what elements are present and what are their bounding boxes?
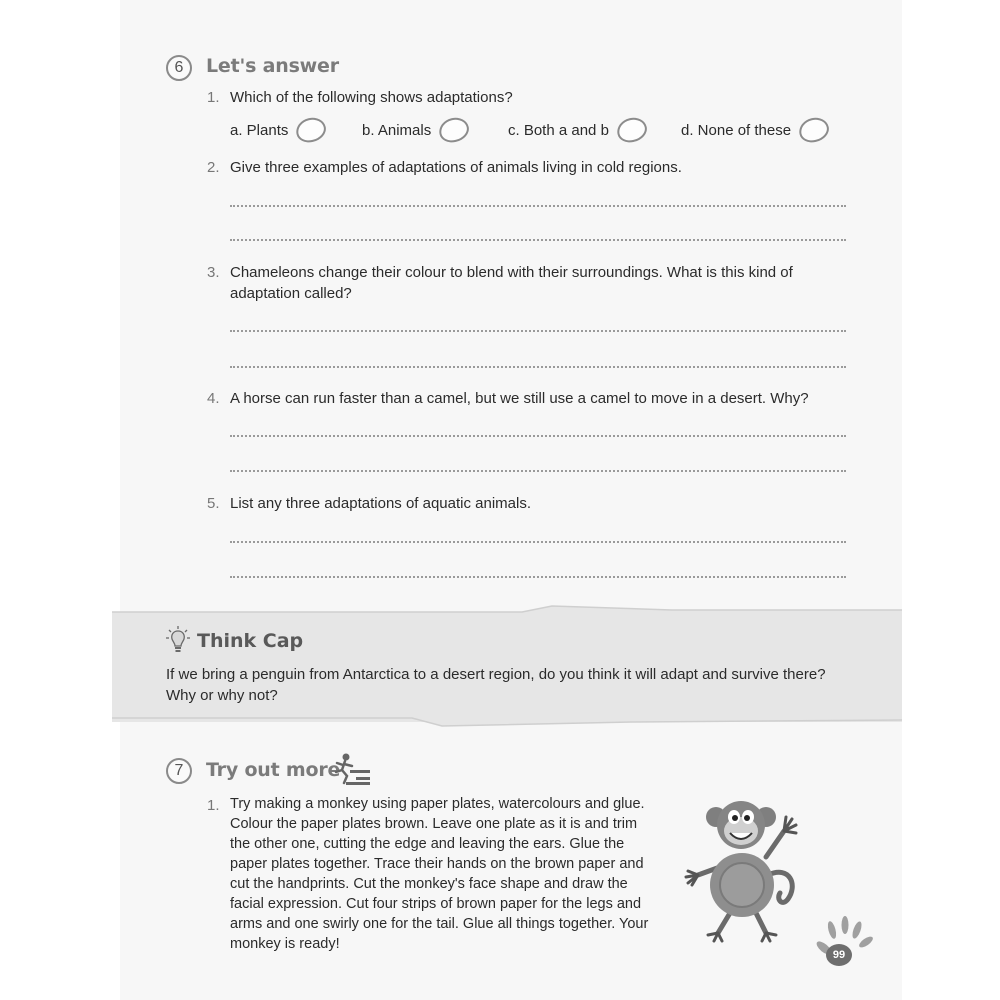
- answer-line[interactable]: [230, 435, 846, 437]
- question-text-line-2: adaptation called?: [230, 285, 352, 302]
- question-text-line-1: Chameleons change their colour to blend with their surroundings. What is this kind of: [230, 264, 793, 281]
- item-number: 1.: [207, 797, 220, 814]
- section-number: 6: [174, 59, 184, 76]
- option-none[interactable]: [681, 118, 829, 142]
- instruction-line: facial expression. Cut four strips of brown paper for the legs and: [230, 896, 642, 912]
- answer-bubble[interactable]: [615, 115, 649, 145]
- answer-line[interactable]: [230, 239, 846, 241]
- answer-line[interactable]: [230, 541, 846, 543]
- instruction-line: Colour the paper plates brown. Leave one plate as it is and trim: [230, 816, 638, 832]
- answer-line[interactable]: [230, 576, 846, 578]
- question-number: 2.: [207, 159, 220, 176]
- answer-bubble[interactable]: [437, 115, 471, 145]
- instruction-line: Try making a monkey using paper plates, watercolours and glue.: [230, 796, 645, 812]
- option-animals[interactable]: [362, 118, 469, 142]
- answer-line[interactable]: [230, 470, 846, 472]
- think-cap-question-line-1: If we bring a penguin from Antarctica to a desert region, do you think it will adapt and survive there?: [166, 666, 826, 683]
- section-number-badge: [166, 758, 192, 784]
- instruction-line: arms and one swirly one for the tail. Glue all things together. Your: [230, 916, 649, 932]
- question-number: 1.: [207, 89, 220, 106]
- option-both[interactable]: [508, 118, 647, 142]
- lightbulb-icon: [166, 626, 190, 654]
- instruction-line: paper plates together. Trace their hands on the brown paper and: [230, 856, 644, 872]
- running-stairs-icon: [332, 752, 372, 786]
- question-number: 3.: [207, 264, 220, 281]
- activity-instructions: [230, 794, 670, 954]
- question-text: List any three adaptations of aquatic animals.: [230, 495, 532, 512]
- think-cap-title: Think Cap: [197, 630, 304, 652]
- question-text: Give three examples of adaptations of animals living in cold regions.: [230, 159, 682, 176]
- paper-plate-monkey-illustration: [680, 795, 810, 945]
- answer-bubble[interactable]: [797, 115, 831, 145]
- option-label: c. Both a and b: [508, 121, 609, 139]
- section-number: 7: [174, 762, 184, 779]
- section-title: Try out more: [206, 759, 341, 781]
- option-label: b. Animals: [362, 121, 432, 139]
- question-text: A horse can run faster than a camel, but we still use a camel to move in a desert. Why?: [230, 390, 809, 407]
- page-number: 99: [826, 944, 852, 966]
- option-label: a. Plants: [230, 121, 289, 139]
- answer-line[interactable]: [230, 366, 846, 368]
- section-title: Let's answer: [206, 55, 339, 77]
- answer-line[interactable]: [230, 205, 846, 207]
- question-text: Which of the following shows adaptations?: [230, 89, 513, 106]
- think-cap-question-line-2: Why or why not?: [166, 687, 278, 704]
- instruction-line: the other one, cutting the edge and leaving the ears. Glue the: [230, 836, 625, 852]
- option-plants[interactable]: [230, 118, 326, 142]
- section-number-badge: [166, 55, 192, 81]
- answer-bubble[interactable]: [294, 115, 328, 145]
- question-number: 5.: [207, 495, 220, 512]
- option-label: d. None of these: [681, 121, 792, 139]
- question-number: 4.: [207, 390, 220, 407]
- instruction-line: monkey is ready!: [230, 936, 340, 952]
- answer-line[interactable]: [230, 330, 846, 332]
- instruction-line: cut the handprints. Cut the monkey's face shape and draw the: [230, 876, 628, 892]
